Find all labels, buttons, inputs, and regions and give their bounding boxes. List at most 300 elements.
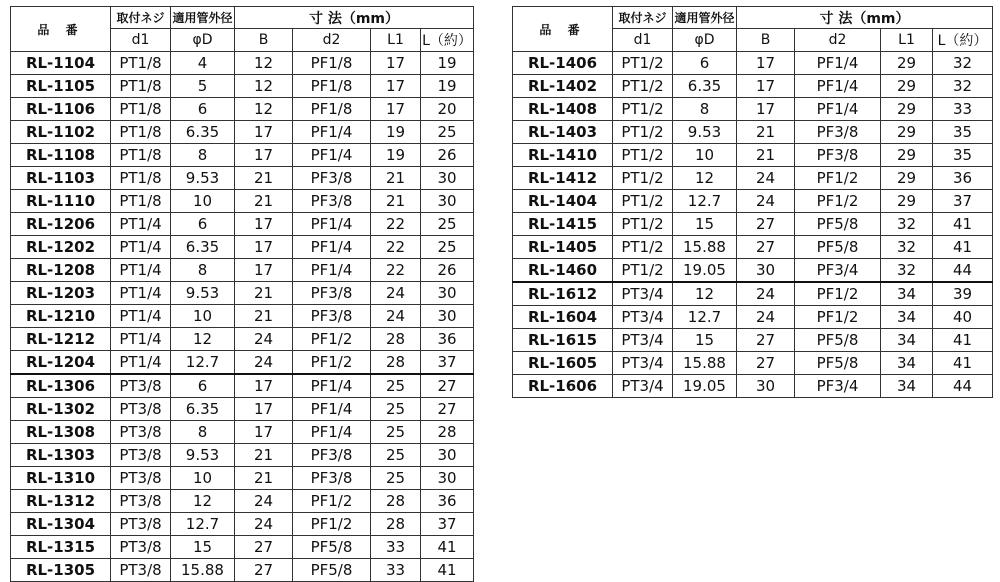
cell-d2: PF1/4 <box>795 75 881 98</box>
cell-part-no: RL-1606 <box>513 375 613 398</box>
cell-l1: 19 <box>371 121 421 144</box>
header-tube-od: 適用管外径 <box>673 7 737 29</box>
cell-part-no: RL-1310 <box>11 467 111 490</box>
cell-l-approx: 44 <box>933 375 993 398</box>
cell-d1: PT1/4 <box>111 236 171 259</box>
cell-d1: PT3/8 <box>111 374 171 398</box>
header-d1: d1 <box>111 29 171 52</box>
table-row <box>11 467 474 490</box>
table-row <box>11 52 474 75</box>
cell-l-approx: 41 <box>421 559 474 582</box>
cell-d2: PF1/8 <box>293 52 371 75</box>
spec-table-right <box>512 6 993 398</box>
cell-part-no: RL-1412 <box>513 167 613 190</box>
cell-l-approx: 30 <box>421 190 474 213</box>
cell-d1: PT1/2 <box>613 121 673 144</box>
cell-b: 30 <box>737 259 795 283</box>
table-row <box>11 213 474 236</box>
cell-l-approx: 41 <box>933 329 993 352</box>
cell-d2: PF3/8 <box>293 282 371 305</box>
cell-phi-d: 6.35 <box>171 236 235 259</box>
cell-part-no: RL-1212 <box>11 328 111 351</box>
cell-phi-d: 9.53 <box>171 444 235 467</box>
cell-l1: 17 <box>371 52 421 75</box>
cell-b: 21 <box>737 144 795 167</box>
cell-l1: 29 <box>881 144 933 167</box>
cell-b: 12 <box>235 98 293 121</box>
table-row <box>513 75 993 98</box>
cell-l-approx: 33 <box>933 98 993 121</box>
cell-part-no: RL-1405 <box>513 236 613 259</box>
cell-l-approx: 36 <box>421 490 474 513</box>
cell-l-approx: 35 <box>933 144 993 167</box>
cell-d2: PF1/4 <box>293 421 371 444</box>
cell-d2: PF5/8 <box>795 236 881 259</box>
cell-l-approx: 41 <box>933 213 993 236</box>
cell-l1: 29 <box>881 98 933 121</box>
header-l-approx: L（約） <box>933 29 993 52</box>
cell-l-approx: 32 <box>933 75 993 98</box>
cell-b: 27 <box>737 236 795 259</box>
cell-l1: 33 <box>371 536 421 559</box>
cell-phi-d: 15 <box>171 536 235 559</box>
cell-phi-d: 12.7 <box>171 351 235 375</box>
cell-phi-d: 15.88 <box>171 559 235 582</box>
cell-b: 17 <box>737 75 795 98</box>
cell-l1: 28 <box>371 351 421 375</box>
cell-b: 21 <box>737 121 795 144</box>
cell-l-approx: 20 <box>421 98 474 121</box>
cell-b: 17 <box>235 398 293 421</box>
cell-d1: PT1/4 <box>111 213 171 236</box>
table-row <box>11 513 474 536</box>
cell-d2: PF1/4 <box>293 398 371 421</box>
table-row <box>11 259 474 282</box>
cell-d1: PT3/8 <box>111 513 171 536</box>
table-row <box>513 375 993 398</box>
cell-part-no: RL-1615 <box>513 329 613 352</box>
cell-b: 24 <box>737 282 795 306</box>
cell-l-approx: 37 <box>933 190 993 213</box>
header-phi-d: φD <box>171 29 235 52</box>
cell-phi-d: 10 <box>673 144 737 167</box>
cell-d1: PT1/8 <box>111 144 171 167</box>
cell-d1: PT1/2 <box>613 75 673 98</box>
table-row <box>513 213 993 236</box>
cell-d1: PT3/8 <box>111 536 171 559</box>
cell-phi-d: 15.88 <box>673 352 737 375</box>
cell-l-approx: 40 <box>933 306 993 329</box>
cell-l-approx: 26 <box>421 144 474 167</box>
cell-d1: PT3/4 <box>613 282 673 306</box>
cell-d1: PT1/8 <box>111 98 171 121</box>
cell-phi-d: 6 <box>673 52 737 75</box>
header-dimensions: 寸 法（mm） <box>737 7 993 29</box>
cell-l-approx: 26 <box>421 259 474 282</box>
cell-part-no: RL-1315 <box>11 536 111 559</box>
cell-phi-d: 19.05 <box>673 375 737 398</box>
cell-b: 24 <box>235 328 293 351</box>
cell-l1: 17 <box>371 98 421 121</box>
header-part-no: 品 番 <box>513 7 613 52</box>
table-row <box>11 559 474 582</box>
cell-b: 21 <box>235 467 293 490</box>
cell-part-no: RL-1312 <box>11 490 111 513</box>
cell-d2: PF1/2 <box>795 190 881 213</box>
cell-l1: 29 <box>881 167 933 190</box>
cell-l1: 17 <box>371 75 421 98</box>
cell-d2: PF1/2 <box>795 167 881 190</box>
cell-l1: 25 <box>371 398 421 421</box>
header-tube-od: 適用管外径 <box>171 7 235 29</box>
cell-l-approx: 36 <box>421 328 474 351</box>
cell-b: 21 <box>235 282 293 305</box>
cell-l-approx: 19 <box>421 52 474 75</box>
cell-phi-d: 10 <box>171 467 235 490</box>
cell-d1: PT1/8 <box>111 75 171 98</box>
cell-d2: PF1/4 <box>293 259 371 282</box>
cell-l-approx: 25 <box>421 236 474 259</box>
cell-d2: PF1/4 <box>293 213 371 236</box>
cell-b: 30 <box>737 375 795 398</box>
table-row <box>11 421 474 444</box>
cell-d2: PF1/4 <box>795 52 881 75</box>
table-row <box>11 144 474 167</box>
table-row <box>513 98 993 121</box>
cell-l-approx: 19 <box>421 75 474 98</box>
table-row <box>513 306 993 329</box>
cell-d1: PT3/8 <box>111 490 171 513</box>
table-row <box>513 352 993 375</box>
cell-part-no: RL-1306 <box>11 374 111 398</box>
cell-phi-d: 9.53 <box>171 167 235 190</box>
cell-b: 24 <box>737 306 795 329</box>
cell-b: 12 <box>235 75 293 98</box>
cell-l1: 34 <box>881 282 933 306</box>
cell-part-no: RL-1404 <box>513 190 613 213</box>
cell-d2: PF5/8 <box>293 559 371 582</box>
cell-b: 24 <box>235 490 293 513</box>
cell-l1: 25 <box>371 467 421 490</box>
cell-l1: 29 <box>881 75 933 98</box>
cell-b: 27 <box>737 213 795 236</box>
cell-d2: PF1/2 <box>795 306 881 329</box>
table-row <box>11 236 474 259</box>
header-b: B <box>737 29 795 52</box>
cell-l-approx: 25 <box>421 213 474 236</box>
cell-l1: 33 <box>371 559 421 582</box>
cell-l1: 28 <box>371 490 421 513</box>
cell-phi-d: 15.88 <box>673 236 737 259</box>
cell-l1: 29 <box>881 52 933 75</box>
table-row <box>513 121 993 144</box>
cell-l1: 24 <box>371 305 421 328</box>
table-row <box>11 328 474 351</box>
table-row <box>11 305 474 328</box>
cell-d2: PF5/8 <box>795 213 881 236</box>
table-row <box>513 52 993 75</box>
cell-d2: PF1/8 <box>293 98 371 121</box>
cell-d1: PT3/8 <box>111 444 171 467</box>
cell-d1: PT1/2 <box>613 167 673 190</box>
header-l1: L1 <box>881 29 933 52</box>
cell-l-approx: 27 <box>421 374 474 398</box>
cell-l1: 28 <box>371 328 421 351</box>
cell-d2: PF1/2 <box>293 513 371 536</box>
cell-d1: PT1/2 <box>613 190 673 213</box>
cell-l1: 34 <box>881 352 933 375</box>
cell-l-approx: 35 <box>933 121 993 144</box>
cell-d2: PF1/4 <box>795 98 881 121</box>
cell-b: 17 <box>235 144 293 167</box>
cell-d1: PT1/2 <box>613 213 673 236</box>
header-l-approx: L（約） <box>421 29 474 52</box>
cell-part-no: RL-1206 <box>11 213 111 236</box>
header-part-no: 品 番 <box>11 7 111 52</box>
cell-part-no: RL-1604 <box>513 306 613 329</box>
cell-l-approx: 41 <box>421 536 474 559</box>
cell-d2: PF1/4 <box>293 121 371 144</box>
header-mount-thread: 取付ネジ <box>613 7 673 29</box>
cell-l1: 22 <box>371 259 421 282</box>
cell-l-approx: 37 <box>421 351 474 375</box>
cell-part-no: RL-1305 <box>11 559 111 582</box>
table-body-left <box>11 52 474 582</box>
cell-d1: PT1/2 <box>613 259 673 283</box>
header-d2: d2 <box>293 29 371 52</box>
cell-phi-d: 12 <box>673 167 737 190</box>
cell-phi-d: 19.05 <box>673 259 737 283</box>
cell-part-no: RL-1210 <box>11 305 111 328</box>
cell-part-no: RL-1303 <box>11 444 111 467</box>
cell-d2: PF3/8 <box>293 444 371 467</box>
cell-l1: 21 <box>371 167 421 190</box>
cell-d1: PT3/8 <box>111 559 171 582</box>
cell-d1: PT1/4 <box>111 305 171 328</box>
cell-d1: PT1/4 <box>111 282 171 305</box>
table-row <box>11 351 474 375</box>
cell-l1: 19 <box>371 144 421 167</box>
cell-phi-d: 9.53 <box>171 282 235 305</box>
cell-d1: PT1/8 <box>111 52 171 75</box>
cell-l-approx: 30 <box>421 282 474 305</box>
cell-d2: PF1/8 <box>293 75 371 98</box>
cell-part-no: RL-1104 <box>11 52 111 75</box>
cell-b: 27 <box>235 536 293 559</box>
table-row <box>513 282 993 306</box>
cell-l1: 22 <box>371 213 421 236</box>
cell-d2: PF3/4 <box>795 259 881 283</box>
cell-d1: PT3/8 <box>111 421 171 444</box>
cell-phi-d: 5 <box>171 75 235 98</box>
cell-l-approx: 30 <box>421 444 474 467</box>
cell-l-approx: 30 <box>421 167 474 190</box>
table-row <box>11 536 474 559</box>
table-row <box>11 282 474 305</box>
table-row <box>11 75 474 98</box>
cell-d1: PT1/8 <box>111 167 171 190</box>
cell-phi-d: 6 <box>171 98 235 121</box>
cell-d2: PF3/8 <box>795 144 881 167</box>
cell-part-no: RL-1203 <box>11 282 111 305</box>
cell-phi-d: 12.7 <box>171 513 235 536</box>
table-row <box>11 444 474 467</box>
table-row <box>11 167 474 190</box>
cell-phi-d: 12.7 <box>673 190 737 213</box>
table-row <box>513 329 993 352</box>
cell-l-approx: 30 <box>421 467 474 490</box>
cell-phi-d: 6.35 <box>673 75 737 98</box>
cell-phi-d: 12 <box>673 282 737 306</box>
cell-d2: PF1/2 <box>795 282 881 306</box>
table-row <box>513 144 993 167</box>
cell-b: 27 <box>737 329 795 352</box>
cell-part-no: RL-1402 <box>513 75 613 98</box>
cell-d1: PT3/8 <box>111 467 171 490</box>
cell-b: 24 <box>235 513 293 536</box>
cell-b: 17 <box>737 98 795 121</box>
cell-d1: PT1/8 <box>111 190 171 213</box>
cell-b: 27 <box>737 352 795 375</box>
cell-phi-d: 8 <box>171 144 235 167</box>
cell-b: 24 <box>235 351 293 375</box>
cell-l1: 34 <box>881 306 933 329</box>
cell-d1: PT1/2 <box>613 52 673 75</box>
cell-l-approx: 36 <box>933 167 993 190</box>
table-row <box>11 398 474 421</box>
cell-phi-d: 6 <box>171 213 235 236</box>
cell-d2: PF3/8 <box>293 167 371 190</box>
cell-phi-d: 15 <box>673 329 737 352</box>
cell-phi-d: 8 <box>171 259 235 282</box>
cell-l1: 22 <box>371 236 421 259</box>
cell-part-no: RL-1612 <box>513 282 613 306</box>
cell-part-no: RL-1208 <box>11 259 111 282</box>
cell-b: 17 <box>235 213 293 236</box>
table-row <box>11 490 474 513</box>
cell-phi-d: 8 <box>673 98 737 121</box>
cell-phi-d: 10 <box>171 305 235 328</box>
cell-d2: PF3/8 <box>293 190 371 213</box>
table-body-right <box>513 52 993 398</box>
cell-l1: 32 <box>881 236 933 259</box>
cell-l-approx: 32 <box>933 52 993 75</box>
cell-l1: 34 <box>881 329 933 352</box>
cell-d2: PF1/4 <box>293 374 371 398</box>
cell-d2: PF5/8 <box>795 352 881 375</box>
cell-phi-d: 9.53 <box>673 121 737 144</box>
cell-phi-d: 12.7 <box>673 306 737 329</box>
cell-part-no: RL-1415 <box>513 213 613 236</box>
table-row <box>513 236 993 259</box>
cell-d1: PT3/4 <box>613 306 673 329</box>
cell-l-approx: 41 <box>933 236 993 259</box>
cell-part-no: RL-1403 <box>513 121 613 144</box>
cell-part-no: RL-1406 <box>513 52 613 75</box>
header-d2: d2 <box>795 29 881 52</box>
cell-l1: 29 <box>881 190 933 213</box>
cell-b: 17 <box>235 121 293 144</box>
cell-d2: PF3/8 <box>795 121 881 144</box>
cell-part-no: RL-1110 <box>11 190 111 213</box>
cell-b: 21 <box>235 444 293 467</box>
cell-phi-d: 8 <box>171 421 235 444</box>
cell-d2: PF1/4 <box>293 144 371 167</box>
cell-d1: PT1/8 <box>111 121 171 144</box>
cell-d1: PT1/2 <box>613 236 673 259</box>
cell-part-no: RL-1605 <box>513 352 613 375</box>
cell-b: 17 <box>235 236 293 259</box>
cell-part-no: RL-1408 <box>513 98 613 121</box>
cell-d1: PT1/2 <box>613 144 673 167</box>
cell-l1: 34 <box>881 375 933 398</box>
cell-l1: 32 <box>881 213 933 236</box>
cell-b: 24 <box>737 190 795 213</box>
cell-part-no: RL-1102 <box>11 121 111 144</box>
cell-d2: PF1/2 <box>293 328 371 351</box>
cell-d1: PT1/4 <box>111 328 171 351</box>
table-row <box>11 190 474 213</box>
header-d1: d1 <box>613 29 673 52</box>
table-row <box>11 98 474 121</box>
cell-l-approx: 37 <box>421 513 474 536</box>
cell-d2: PF3/8 <box>293 467 371 490</box>
cell-d2: PF3/4 <box>795 375 881 398</box>
cell-l-approx: 41 <box>933 352 993 375</box>
cell-phi-d: 12 <box>171 490 235 513</box>
cell-d2: PF5/8 <box>795 329 881 352</box>
cell-d2: PF5/8 <box>293 536 371 559</box>
cell-part-no: RL-1302 <box>11 398 111 421</box>
table-row <box>11 121 474 144</box>
cell-d2: PF3/8 <box>293 305 371 328</box>
cell-phi-d: 12 <box>171 328 235 351</box>
header-phi-d: φD <box>673 29 737 52</box>
cell-d2: PF1/4 <box>293 236 371 259</box>
cell-l1: 24 <box>371 282 421 305</box>
cell-part-no: RL-1108 <box>11 144 111 167</box>
cell-b: 27 <box>235 559 293 582</box>
cell-l1: 25 <box>371 421 421 444</box>
cell-b: 17 <box>235 421 293 444</box>
header-dimensions: 寸 法（mm） <box>235 7 474 29</box>
cell-d2: PF1/2 <box>293 490 371 513</box>
cell-d1: PT1/4 <box>111 259 171 282</box>
cell-d1: PT3/4 <box>613 375 673 398</box>
cell-b: 12 <box>235 52 293 75</box>
cell-d1: PT1/4 <box>111 351 171 375</box>
cell-b: 17 <box>235 259 293 282</box>
cell-b: 21 <box>235 190 293 213</box>
cell-part-no: RL-1304 <box>11 513 111 536</box>
header-b: B <box>235 29 293 52</box>
cell-l1: 28 <box>371 513 421 536</box>
cell-l1: 25 <box>371 444 421 467</box>
table-row <box>513 259 993 283</box>
cell-d2: PF1/2 <box>293 351 371 375</box>
cell-phi-d: 6.35 <box>171 121 235 144</box>
cell-l-approx: 25 <box>421 121 474 144</box>
cell-l-approx: 39 <box>933 282 993 306</box>
cell-part-no: RL-1460 <box>513 259 613 283</box>
cell-l1: 25 <box>371 374 421 398</box>
cell-b: 17 <box>737 52 795 75</box>
cell-l-approx: 28 <box>421 421 474 444</box>
cell-b: 21 <box>235 167 293 190</box>
cell-l1: 21 <box>371 190 421 213</box>
cell-l-approx: 27 <box>421 398 474 421</box>
cell-d1: PT1/2 <box>613 98 673 121</box>
